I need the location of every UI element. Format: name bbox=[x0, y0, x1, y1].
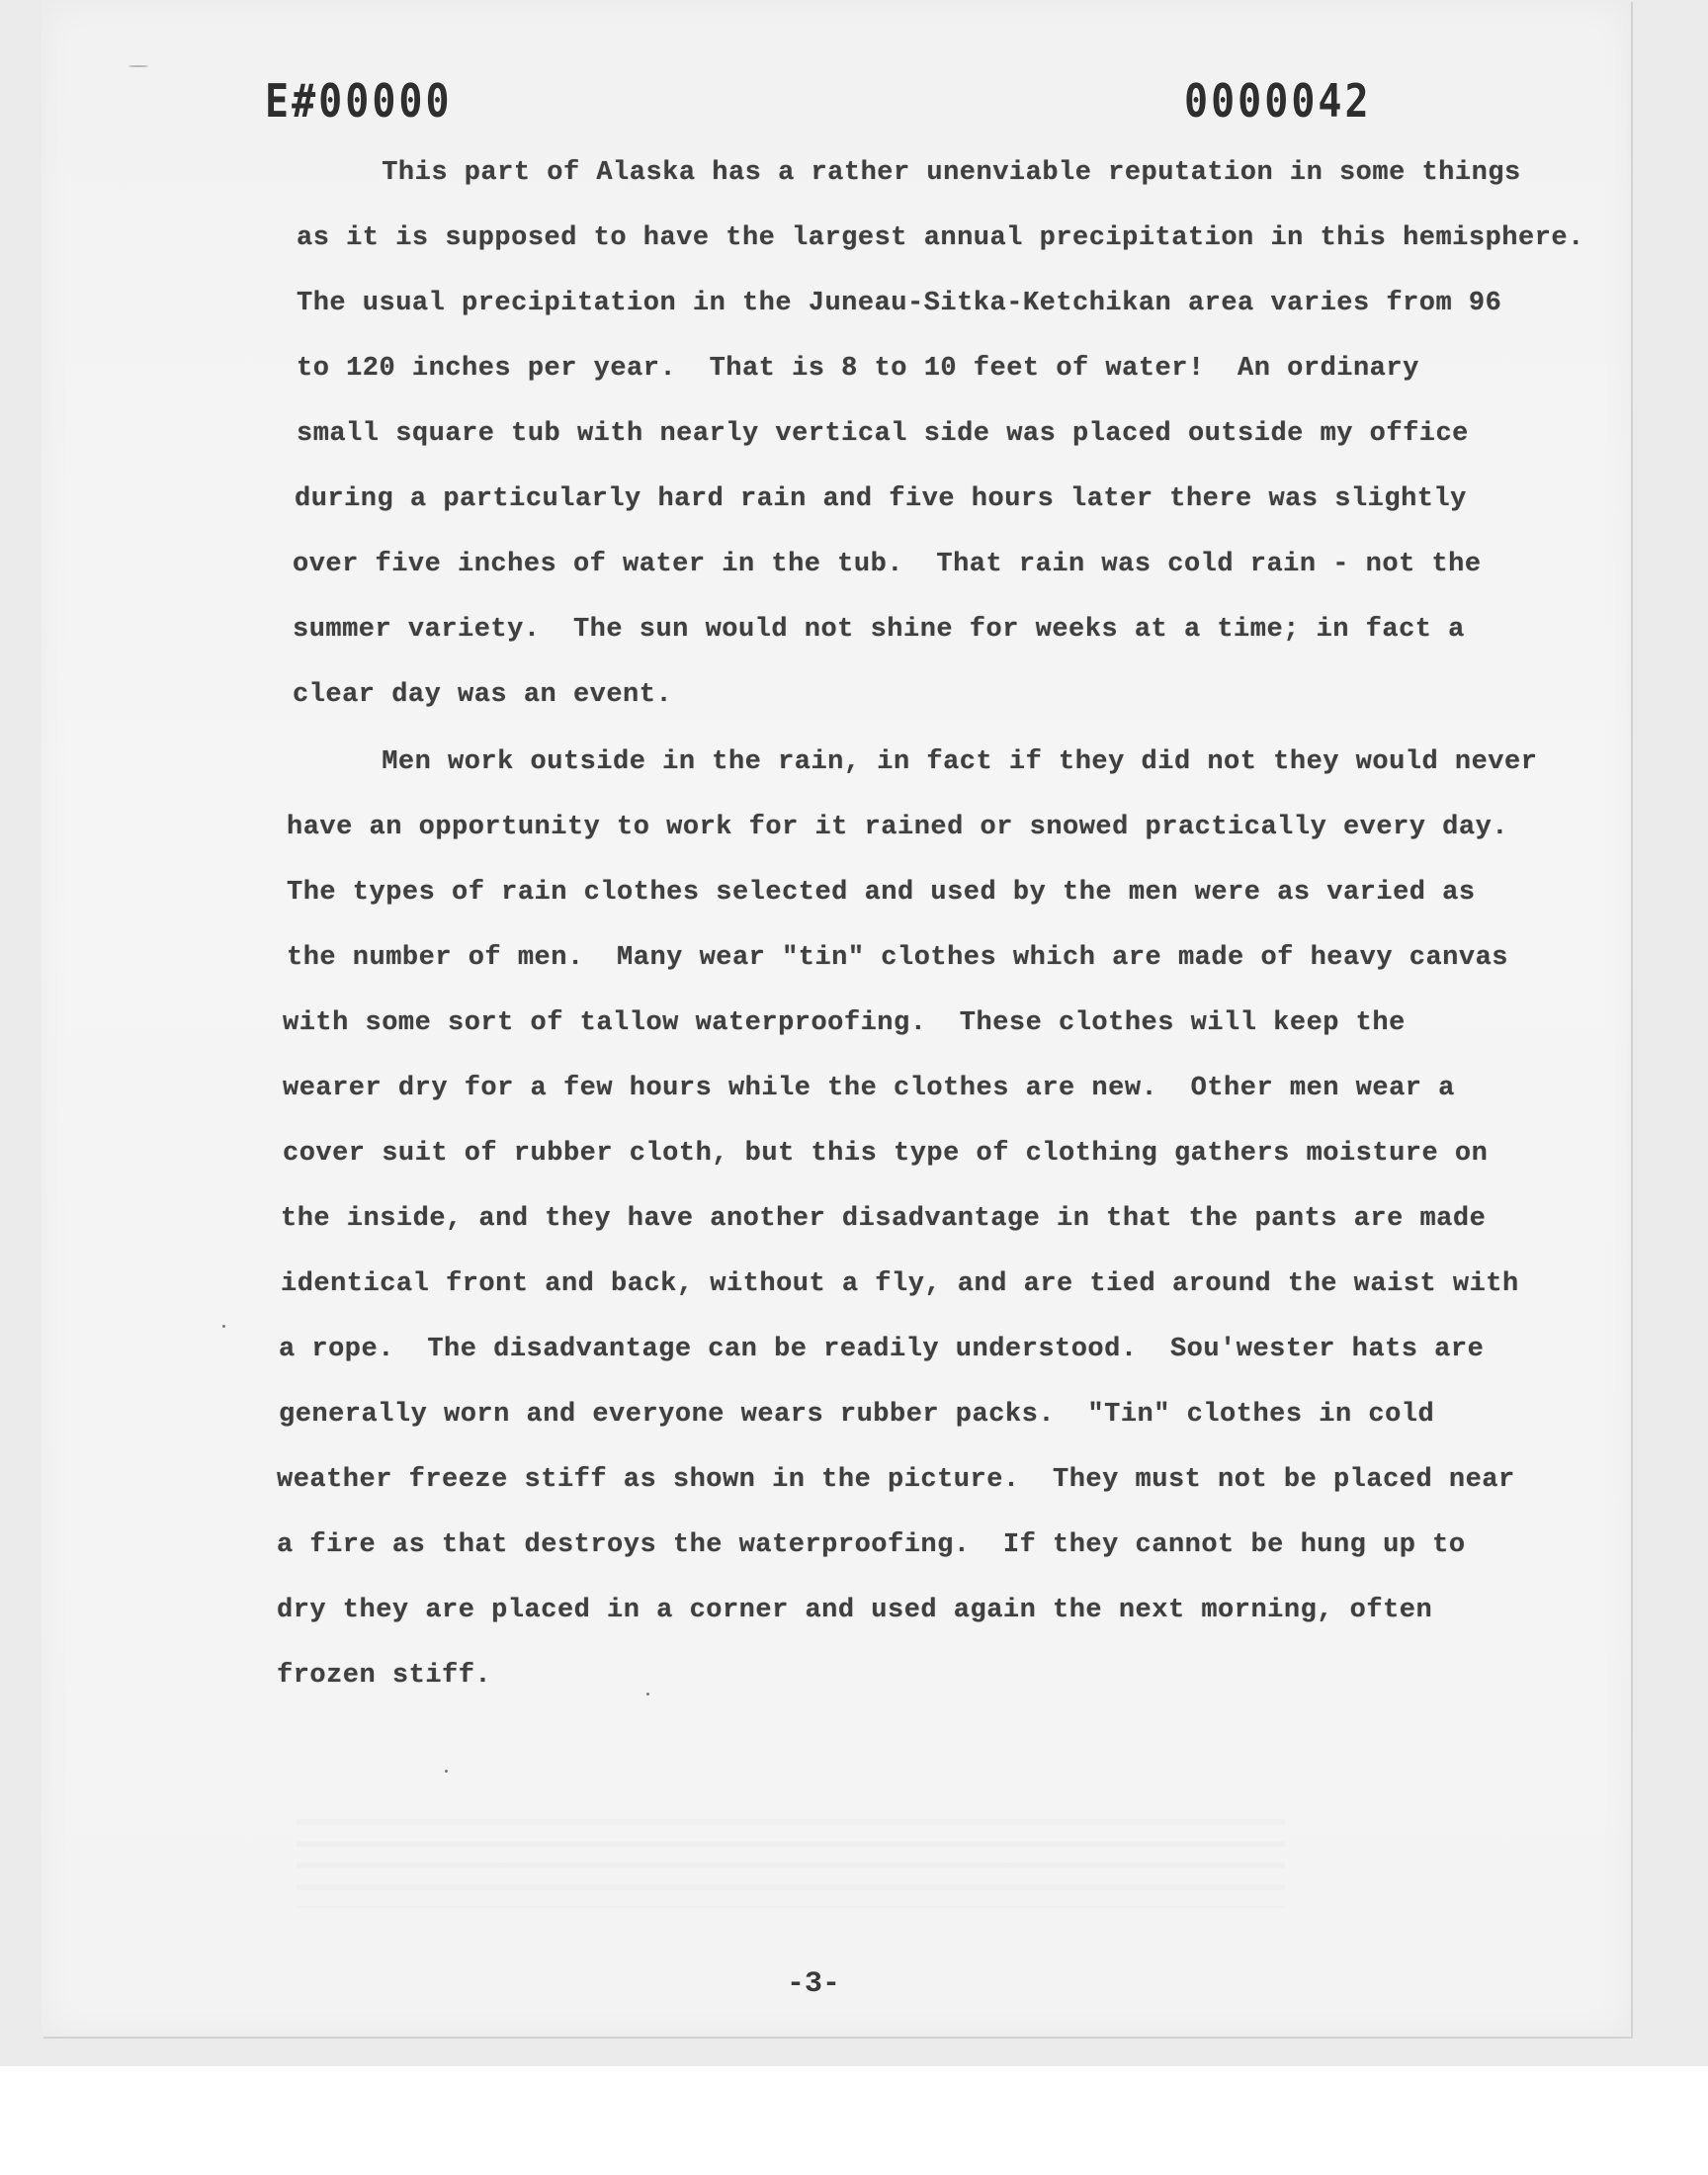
document-stamp-left: E#00000 bbox=[265, 75, 453, 129]
text-line: during a particularly hard rain and five hours later there was slightly bbox=[295, 484, 1467, 514]
page-number: -3- bbox=[787, 1967, 841, 2001]
text-line: small square tub with nearly vertical side was placed outside my office bbox=[297, 419, 1469, 449]
text-line: as it is supposed to have the largest annual precipitation in this hemisphere. bbox=[297, 223, 1584, 253]
text-line: summer variety. The sun would not shine for weeks at a time; in fact a bbox=[293, 615, 1465, 645]
text-line: clear day was an event. bbox=[293, 680, 673, 710]
text-line: weather freeze stiff as shown in the picture. They must not be placed near bbox=[277, 1465, 1515, 1495]
document-stamp-right: 0000042 bbox=[1184, 75, 1372, 129]
text-line: the inside, and they have another disadvantage in that the pants are made bbox=[281, 1204, 1487, 1234]
text-line: the number of men. Many wear "tin" clothes which are made of heavy canvas bbox=[287, 943, 1508, 973]
text-line: The usual precipitation in the Juneau-Sitka-Ketchikan area varies from 96 bbox=[297, 289, 1502, 318]
paper-speck bbox=[646, 1693, 649, 1696]
text-line: wearer dry for a few hours while the clothes are new. Other men wear a bbox=[283, 1074, 1455, 1103]
text-line: dry they are placed in a corner and used again the next morning, often bbox=[277, 1596, 1433, 1625]
text-line: Men work outside in the rain, in fact if they did not they would never bbox=[283, 747, 1538, 777]
text-line: The types of rain clothes selected and used by the men were as varied as bbox=[287, 878, 1476, 908]
text-line: a rope. The disadvantage can be readily understood. Sou'wester hats are bbox=[279, 1335, 1485, 1364]
text-line: frozen stiff. bbox=[277, 1661, 492, 1691]
text-line: identical front and back, without a fly, and are tied around the waist with bbox=[281, 1269, 1519, 1299]
text-line: to 120 inches per year. That is 8 to 10 feet of water! An ordinary bbox=[297, 354, 1419, 384]
paper-speck bbox=[128, 65, 148, 67]
paper-speck bbox=[445, 1770, 448, 1773]
text-line: have an opportunity to work for it rained or snowed practically every day. bbox=[287, 813, 1508, 842]
bleed-through-shadow bbox=[297, 1819, 1285, 1908]
text-line: over five inches of water in the tub. That rain was cold rain - not the bbox=[293, 550, 1482, 579]
text-line: This part of Alaska has a rather unenviable reputation in some things bbox=[283, 158, 1521, 188]
text-line: with some sort of tallow waterproofing. These clothes will keep the bbox=[283, 1008, 1406, 1038]
text-line: generally worn and everyone wears rubber packs. "Tin" clothes in cold bbox=[279, 1400, 1435, 1430]
text-line: cover suit of rubber cloth, but this type of clothing gathers moisture on bbox=[283, 1139, 1489, 1169]
paper-speck bbox=[222, 1325, 225, 1328]
text-line: a fire as that destroys the waterproofing. If they cannot be hung up to bbox=[277, 1530, 1466, 1560]
